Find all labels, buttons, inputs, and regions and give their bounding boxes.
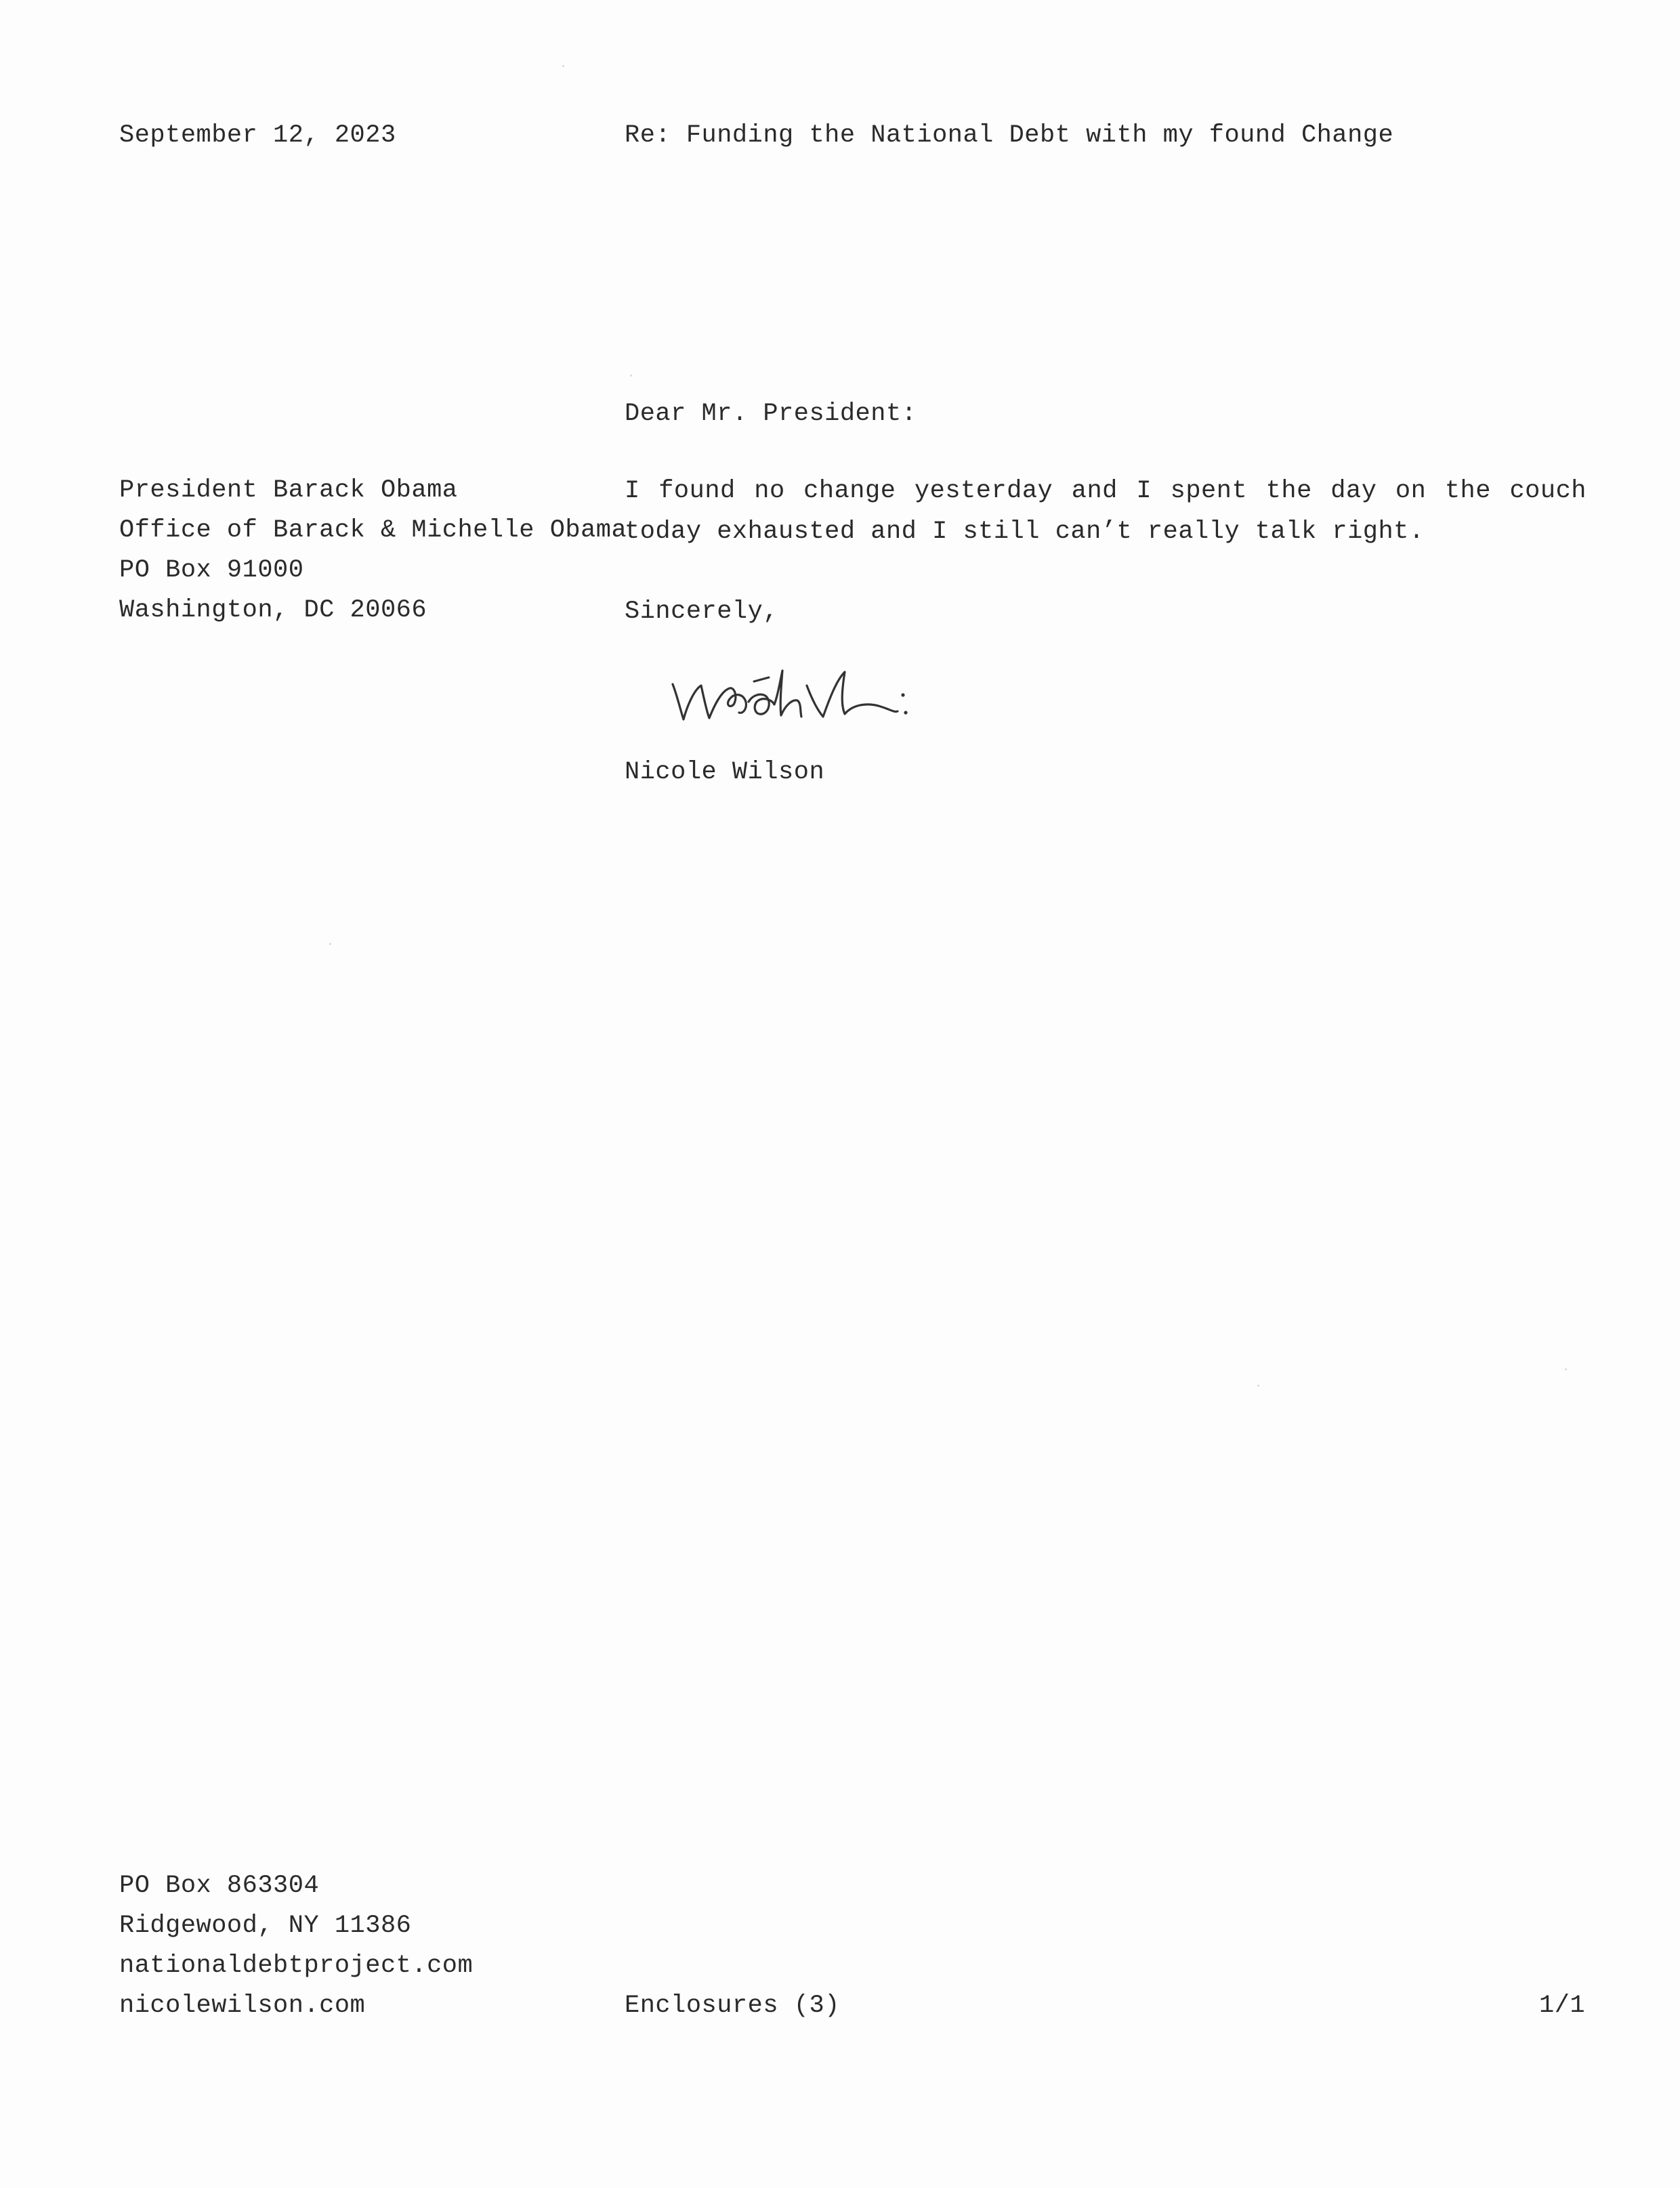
letter-body: I found no change yesterday and I spent the day on the couch today exhausted and I still can’t really talk right.	[625, 477, 1587, 546]
scan-speck	[630, 375, 632, 377]
scan-speck	[1565, 1368, 1567, 1370]
recipient-address	[119, 471, 627, 631]
sender-line: PO Box 863304	[119, 1872, 320, 1900]
recipient-line: Washington, DC 20066	[119, 596, 427, 625]
scan-speck	[329, 943, 331, 945]
page-number: 1/1	[1539, 1992, 1586, 2020]
recipient-line: PO Box 91000	[119, 556, 304, 585]
recipient-line: President Barack Obama	[119, 476, 458, 505]
letter-date: September 12, 2023	[119, 121, 396, 150]
recipient-line: Office of Barack & Michelle Obama	[119, 516, 627, 545]
sender-address	[119, 1866, 473, 2026]
sender-line: Ridgewood, NY 11386	[119, 1912, 412, 1940]
scan-speck	[1257, 1385, 1259, 1387]
salutation: Dear Mr. President:	[625, 400, 917, 428]
handwritten-signature	[667, 657, 986, 732]
scan-speck	[562, 65, 564, 67]
sender-website-link[interactable]: nicolewilson.com	[119, 1992, 366, 2020]
letter-subject: Re: Funding the National Debt with my found Change	[625, 121, 1394, 150]
signer-name: Nicole Wilson	[625, 758, 825, 786]
enclosures-note: Enclosures (3)	[625, 1992, 840, 2020]
sender-website-link[interactable]: nationaldebtproject.com	[119, 1952, 474, 1980]
closing: Sincerely,	[625, 597, 779, 626]
